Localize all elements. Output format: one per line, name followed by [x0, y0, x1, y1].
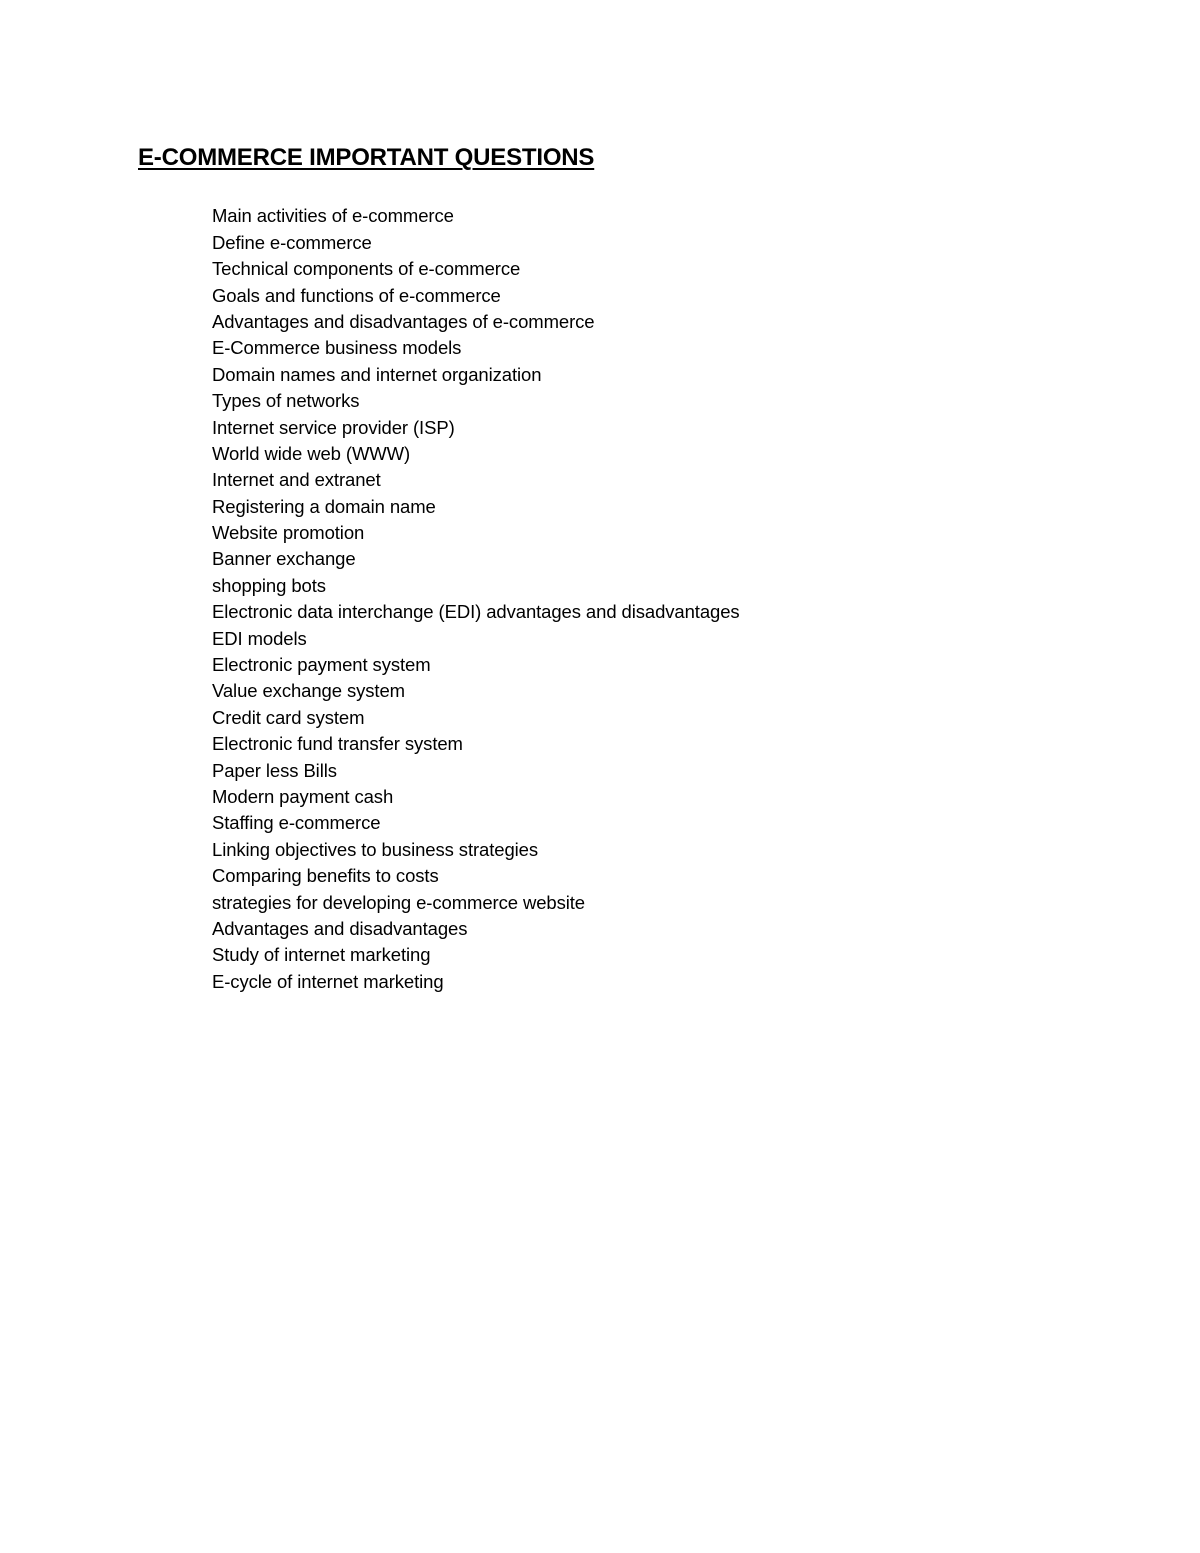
- list-item-text: Electronic payment system: [212, 654, 431, 676]
- list-item-text: Electronic fund transfer system: [212, 733, 463, 755]
- list-item-text: Define e-commerce: [212, 231, 372, 253]
- list-item-text: Internet service provider (ISP): [212, 416, 455, 438]
- list-item-text: strategies for developing e-commerce website: [212, 891, 585, 913]
- list-item-text: Website promotion: [212, 522, 365, 544]
- list-item-text: Goals and functions of e-commerce: [212, 284, 501, 306]
- list-item-text: Modern payment cash: [212, 785, 394, 807]
- list-item-text: Registering a domain name: [212, 495, 436, 517]
- list-item-text: Study of internet marketing: [212, 944, 431, 966]
- list-item-text: E-cycle of internet marketing: [212, 970, 444, 992]
- list-item-text: Main activities of e-commerce: [212, 205, 454, 227]
- list-item-text: World wide web (WWW): [212, 442, 411, 464]
- list-item-text: Advantages and disadvantages of e-commerce: [212, 310, 595, 332]
- list-item-text: Internet and extranet: [212, 469, 381, 491]
- list-item-text: Domain names and internet organization: [212, 363, 542, 385]
- list-item-text: E-Commerce business models: [212, 337, 462, 359]
- list-item-text: Electronic data interchange (EDI) advantages and disadvantages: [212, 601, 740, 623]
- list-item-text: Staffing e-commerce: [212, 812, 381, 834]
- list-item-text: Credit card system: [212, 706, 365, 728]
- list-item-text: Technical components of e-commerce: [212, 258, 521, 280]
- document-title: E-COMMERCE IMPORTANT QUESTIONS: [138, 144, 595, 171]
- list-item-text: Banner exchange: [212, 548, 356, 570]
- list-item-text: Linking objectives to business strategies: [212, 838, 539, 860]
- list-item-text: Types of networks: [212, 390, 360, 412]
- list-item-text: Value exchange system: [212, 680, 405, 702]
- list-item-text: EDI models: [212, 627, 307, 649]
- list-item-text: Advantages and disadvantages: [212, 917, 468, 939]
- list-item-text: shopping bots: [212, 574, 326, 596]
- list-item-text: Paper less Bills: [212, 759, 337, 781]
- list-item-text: Comparing benefits to costs: [212, 865, 439, 887]
